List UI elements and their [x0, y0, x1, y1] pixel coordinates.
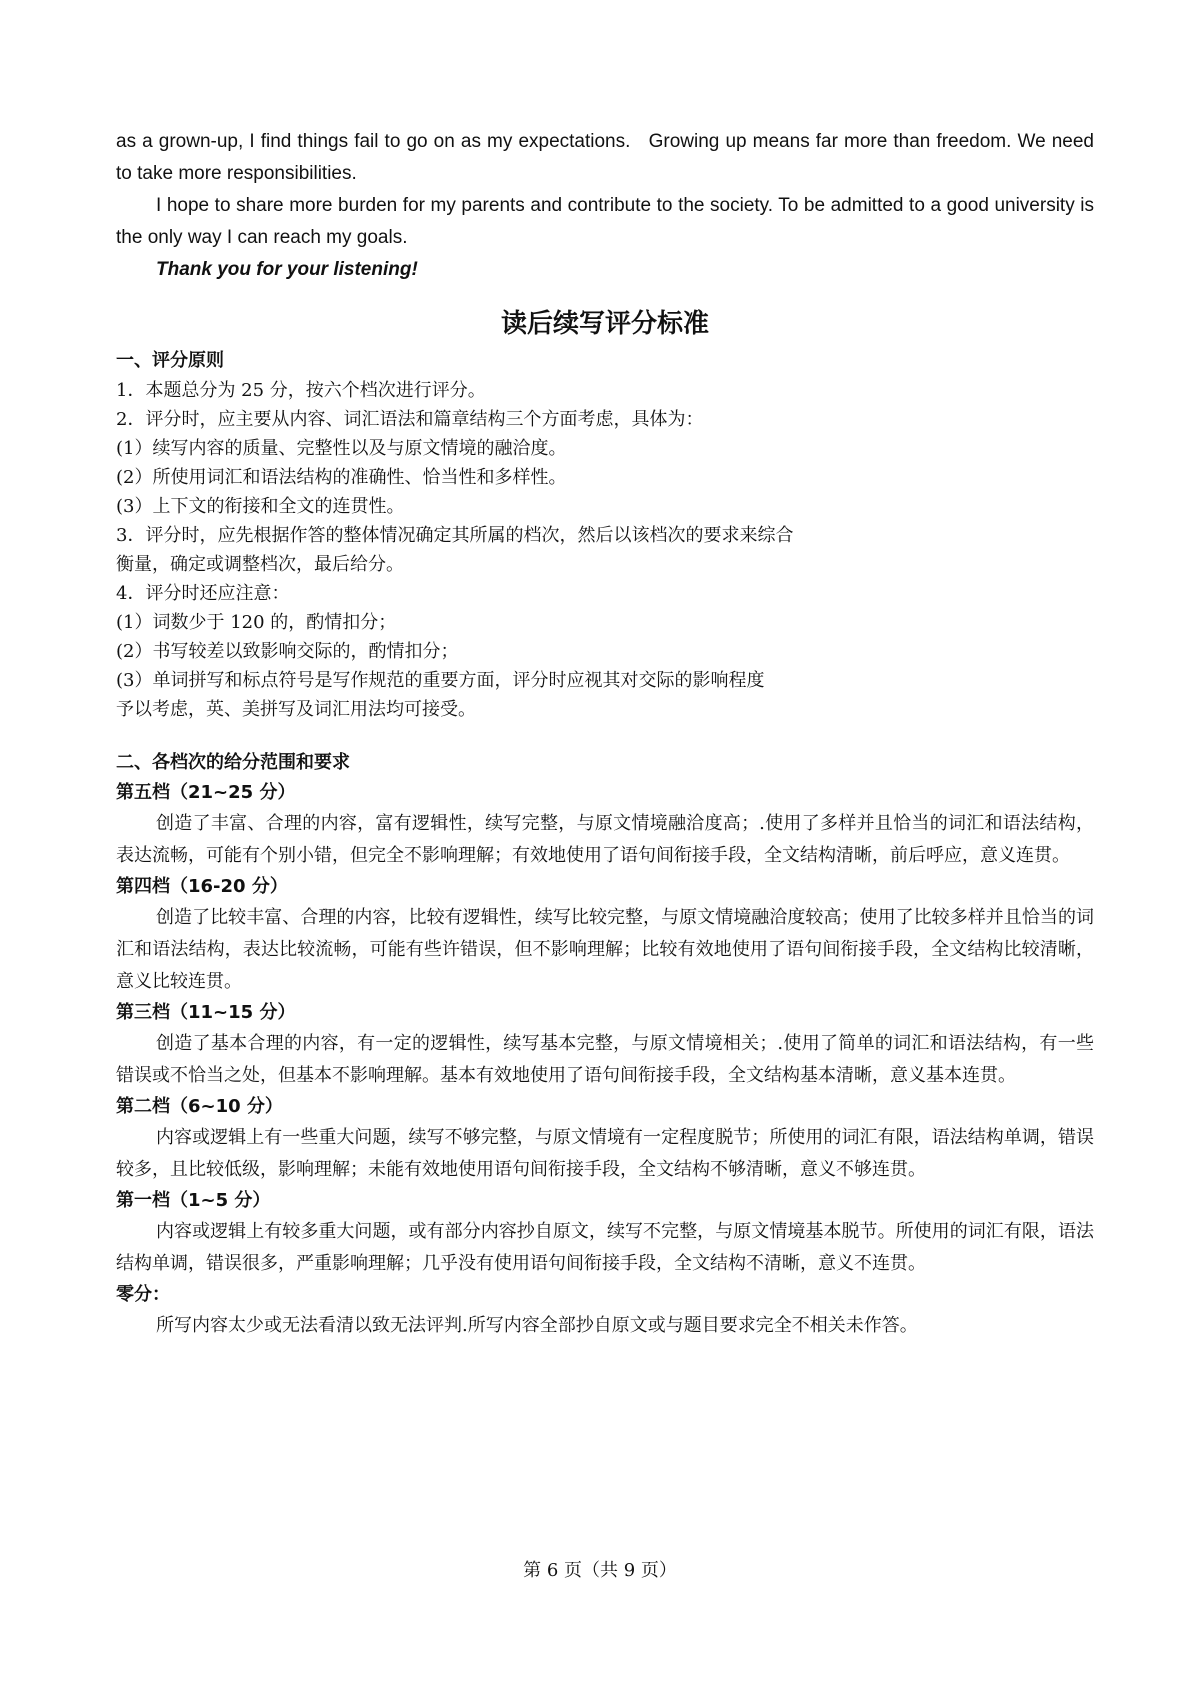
- section-1-body: [116, 376, 1094, 724]
- rule-line: (3）单词拼写和标点符号是写作规范的重要方面，评分时应视其对交际的影响程度: [116, 670, 765, 691]
- speech-closing: Thank you for your listening!: [156, 259, 418, 280]
- speech-paragraph-2: I hope to share more burden for my parents and contribute to the society. To be admitted to a good university is the only way I can reach my goals.: [116, 195, 1094, 248]
- rule-line: 衡量，确定或调整档次，最后给分。: [116, 554, 404, 575]
- document-page: [116, 126, 1094, 1342]
- level-5-heading: 第五档（21~25 分）: [116, 782, 296, 803]
- rule-line: (2）所使用词汇和语法结构的准确性、恰当性和多样性。: [116, 467, 567, 488]
- level-4-description: 创造了比较丰富、合理的内容，比较有逻辑性，续写比较完整，与原文情境融洽度较高；使用了比较多样并且恰当的词汇和语法结构，表达比较流畅，可能有些许错误，但不影响理解；比较有效地使用了语句间衔接手段，全文结构比较清晰，意义比较连贯。: [116, 907, 1094, 992]
- rule-line: (3）上下文的衔接和全文的连贯性。: [116, 496, 405, 517]
- rule-line: 1．本题总分为 25 分，按六个档次进行评分。: [116, 380, 486, 401]
- level-0-heading: 零分：: [116, 1284, 170, 1305]
- section-1-heading: 一、评分原则: [116, 350, 224, 371]
- section-2-body: [116, 778, 1094, 1342]
- level-0-description: 所写内容太少或无法看清以致无法评判.所写内容全部抄自原文或与题目要求完全不相关未作答。: [156, 1315, 918, 1336]
- level-2-description: 内容或逻辑上有一些重大问题，续写不够完整，与原文情境有一定程度脱节；所使用的词汇有限，语法结构单调，错误较多，且比较低级，影响理解；未能有效地使用语句间衔接手段，全文结构不够清晰，意义不够连贯。: [116, 1127, 1094, 1180]
- level-5-description: 创造了丰富、合理的内容，富有逻辑性，续写完整，与原文情境融洽度高；.使用了多样并且恰当的词汇和语法结构，表达流畅，可能有个别小错，但完全不影响理解；有效地使用了语句间衔接手段，全文结构清晰，前后呼应，意义连贯。: [116, 813, 1094, 866]
- level-2-heading: 第二档（6~10 分）: [116, 1096, 283, 1117]
- rule-line: 予以考虑，英、美拼写及词汇用法均可接受。: [116, 699, 476, 720]
- level-3-heading: 第三档（11~15 分）: [116, 1002, 296, 1023]
- level-3-description: 创造了基本合理的内容，有一定的逻辑性，续写基本完整，与原文情境相关；.使用了简单的词汇和语法结构，有一些错误或不恰当之处，但基本不影响理解。基本有效地使用了语句间衔接手段，全文结构基本清晰，意义基本连贯。: [116, 1033, 1094, 1086]
- page-title: 读后续写评分标准: [500, 309, 709, 339]
- speech-paragraph-1: as a grown-up, I find things fail to go on as my expectations. Growing up means far more than freedom. We need to take more responsibilities.: [116, 131, 1094, 184]
- rule-line: 2．评分时，应主要从内容、词汇语法和篇章结构三个方面考虑，具体为：: [116, 409, 704, 430]
- page-number: 第 6 页（共 9 页）: [523, 1560, 677, 1581]
- rule-line: 4．评分时还应注意：: [116, 583, 290, 604]
- level-1-heading: 第一档（1~5 分）: [116, 1190, 271, 1211]
- section-2-heading: 二、各档次的给分范围和要求: [116, 752, 350, 773]
- rule-line: 3．评分时，应先根据作答的整体情况确定其所属的档次，然后以该档次的要求来综合: [116, 525, 794, 546]
- rule-line: (2）书写较差以致影响交际的，酌情扣分；: [116, 641, 459, 662]
- level-4-heading: 第四档（16-20 分）: [116, 876, 288, 897]
- rule-line: (1）词数少于 120 的，酌情扣分；: [116, 612, 397, 633]
- level-1-description: 内容或逻辑上有较多重大问题，或有部分内容抄自原文，续写不完整，与原文情境基本脱节。所使用的词汇有限，语法结构单调，错误很多，严重影响理解；几乎没有使用语句间衔接手段，全文结构不清晰，意义不连贯。: [116, 1221, 1094, 1274]
- rule-line: (1）续写内容的质量、完整性以及与原文情境的融洽度。: [116, 438, 567, 459]
